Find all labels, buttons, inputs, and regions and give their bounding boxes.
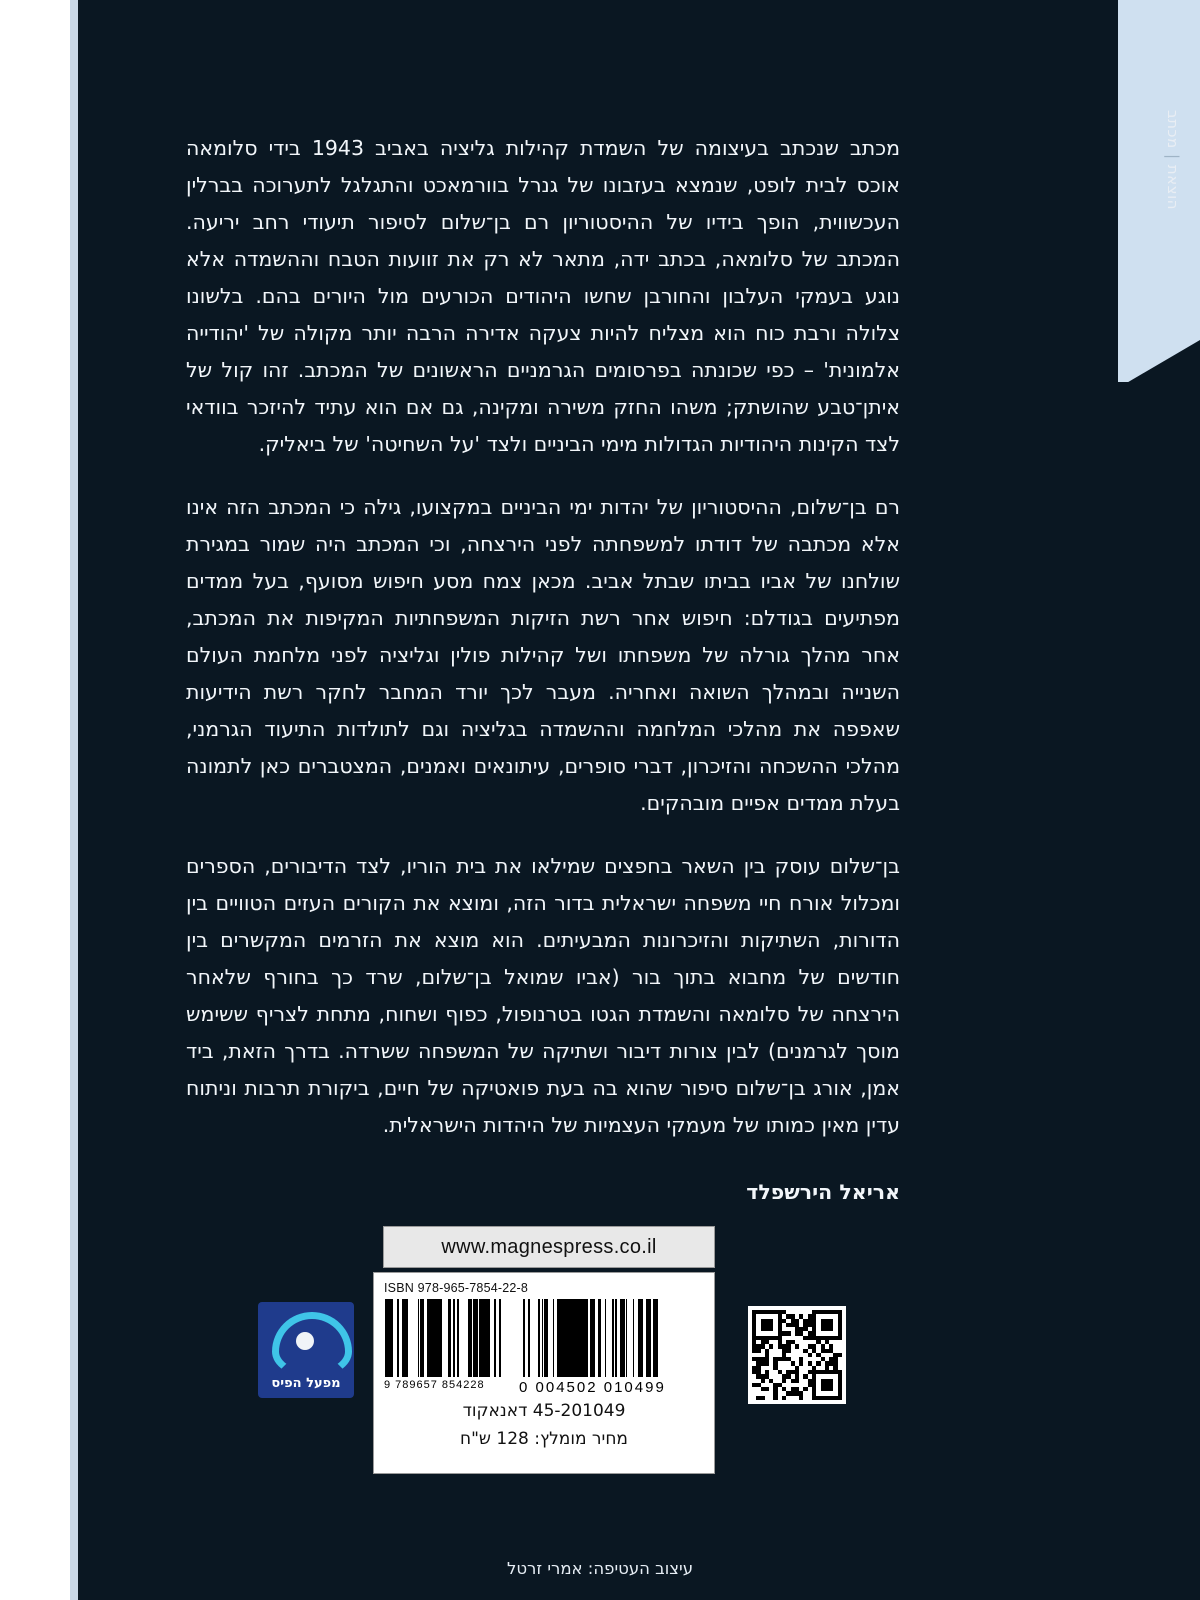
danacode-label: דאנאקוד [462, 1401, 528, 1421]
spine-title: מכתב [1164, 110, 1182, 149]
blurb-paragraph-1: מכתב שנכתב בעיצומה של השמדת קהילות גליציה באביב 1943 בידי סלומאה אוכס לבית לופט, שנמצא בעזבונו של גנרל בוורמאכט והתגלגל לתערוכה בברלין העכשווית, הופך בידיו של ההיסטוריון רם בן־שלום לסיפור תיעודי רחב יריעה. המכתב של סלומאה, בכתב ידה, מתאר לא רק את זוועות הטבח וההשמדה אלא נוגע בעמקי העלבון והחורבן שחשו היהודים הכורעים מול היורים בהם. בלשונו צלולה ורבת כוח הוא מצליח להיות צעקה אדירה הרבה יותר מקולה של 'יהודייה אלמונית' – כפי שכונתה בפרסומים הגרמניים הראשונים של המכתב. זהו קול של איתן־טבע שהושתק; משהו החזק משירה ומקינה, גם אם הוא עתיד להיזכר בוודאי לצד הקינות היהודיות הגדולות מימי הביניים ולצד 'על השחיטה' של ביאליק. [186, 136, 900, 456]
publisher-url[interactable]: www.magnespress.co.il [383, 1226, 715, 1268]
danacode [374, 1401, 714, 1421]
blurb-paragraph-3: בן־שלום עוסק בין השאר בחפצים שמילאו את בית הוריו, לצד הדיבורים, הספרים ומכלול אורח חיי משפחה ישראלית בדור הזה, ומוצא את הקורים העזים הטוויים בין הדורות, השתיקות והזיכרונות המבעיתים. הוא מוצא את הזרמים המקשרים בין חודשים של מחבוא בתוך בור (אביו שמואל בן־שלום, שרד כך בחורף שלאחר הירצחה של סלומאה והשמדת הגטו בטרנופול, כפוף ושחוח, מתחת לצריף ששימש מוסך לגרמנים) לבין צורות דיבור ושתיקה של המשפחה ששרדה. בדרך הזאת, ביד אמן, אורג בן־שלום סיפור שהוא בה בעת פואטיקה של חיים, ביקורת תרבות וניתוח עדין מאין כמותו של מעמקי העצמיות של היהדות הישראלית. [186, 854, 900, 1137]
back-cover-text [186, 130, 900, 1211]
reviewer-name: אריאל הירשפלד [746, 1180, 900, 1204]
lottery-logo [258, 1302, 354, 1398]
qr-code[interactable] [748, 1306, 846, 1404]
danacode-value: 45-201049 [532, 1401, 626, 1421]
cover-design-credit: עיצוב העטיפה: אמרי זרטל [506, 1559, 694, 1578]
barcode-right [519, 1299, 658, 1377]
price-label: מחיר מומלץ: [534, 1429, 628, 1449]
back-cover-footer [0, 1220, 1200, 1600]
barcode-digits-right: 0 004502 010499 [519, 1379, 666, 1396]
blurb-paragraph-2: רם בן־שלום, ההיסטוריון של יהדות ימי הביניים במקצועו, גילה כי המכתב הזה אינו אלא מכתבה של דודתו למשפחתה לפני הירצחה, וכי המכתב היה שמור במגירת שולחנו של אביו בביתו שבתל אביב. מכאן צמח מסע חיפוש מסועף, בעל ממדים מפתיעים בגודלם: חיפוש אחר רשת הזיקות המשפחתיות המקיפות את המכתב, אחר מהלך גורלה של משפחתו ושל קהילות פולין וגליציה לפני מלחמת העולם השנייה ובמהלך השואה ואחריה. מעבר לכך יורד המחבר לחקר רשת הידיעות שאפפה את מהלכי המלחמה וההשמדה בגליציה וגם לתולדות התיעוד הגרמני, מהלכי ההשכחה והזיכרון, דברי סופרים, עיתונאים ואמנים, המצטברים כאן לתמונה בעלת ממדים אפיים מובהקים. [186, 495, 900, 815]
barcode-panel [373, 1272, 715, 1474]
price-value: 128 ש"ח [460, 1429, 529, 1449]
spine-text [1136, 110, 1182, 210]
spine-series: הוצאת [1164, 164, 1182, 210]
swirl-dot-icon [296, 1332, 314, 1350]
price-line [374, 1429, 714, 1449]
spine-notch [1118, 340, 1200, 388]
barcode-left [384, 1299, 506, 1377]
isbn-label: ISBN 978-965-7854-22-8 [384, 1281, 529, 1295]
lottery-logo-label: מפעל הפיס [271, 1376, 341, 1391]
spine-separator: | [1164, 153, 1182, 160]
barcode-digits-left: 9 789657 854228 [384, 1379, 485, 1391]
